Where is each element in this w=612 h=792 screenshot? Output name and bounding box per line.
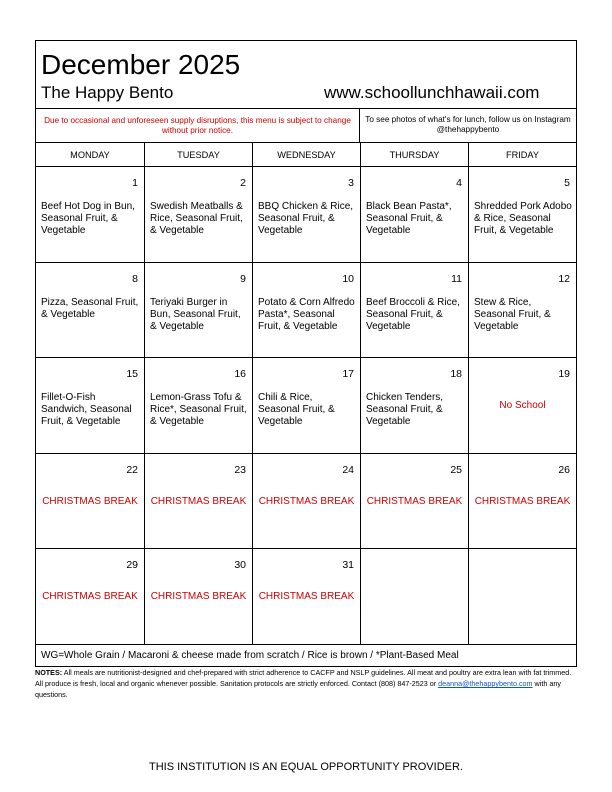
day-cell-friday [469,549,576,644]
weekday-header-row [36,142,576,167]
day-cell-monday [36,263,145,358]
day-cell-wednesday [253,549,361,644]
day-cell-tuesday [145,263,253,358]
date-number: 30 [234,559,246,572]
supply-disruption-notice: Due to occasional and unforeseen supply disruptions, this menu is subject to change without prior notice. [36,109,360,143]
date-number: 17 [342,368,354,381]
no-school-notice: No School [499,400,546,412]
date-number: 31 [342,559,354,572]
date-number: 29 [126,559,138,572]
day-cell-wednesday [253,454,361,549]
menu-calendar [35,40,577,667]
equal-opportunity-statement: THIS INSTITUTION IS AN EQUAL OPPORTUNITY PROVIDER. [149,761,463,773]
notes-label: NOTES: [35,668,63,677]
calendar-week-row [36,357,576,453]
no-school-notice: CHRISTMAS BREAK [150,495,247,507]
calendar-week-row [36,262,576,358]
meal-description: Teriyaki Burger in Bun, Seasonal Fruit, & Vegetable [150,296,241,332]
day-header-thursday: THURSDAY [361,143,469,167]
date-number: 12 [558,272,570,285]
date-number: 11 [451,272,462,285]
day-cell-thursday [361,549,469,644]
meal-description: Stew & Rice, Seasonal Fruit, & Vegetable [474,296,551,332]
date-number: 26 [558,463,570,476]
no-school-notice: CHRISTMAS BREAK [258,591,355,603]
date-number: 15 [126,368,138,381]
date-number: 18 [450,368,462,381]
day-cell-tuesday [145,454,253,549]
date-number: 25 [450,463,462,476]
day-cell-thursday [361,263,469,358]
calendar-week-row [36,453,576,549]
date-number: 1 [132,177,138,189]
day-cell-monday [36,167,145,262]
day-cell-wednesday [253,263,361,358]
calendar-header [36,41,576,109]
meal-description: Swedish Meatballs & Rice, Seasonal Fruit, & Vegetable [150,201,243,236]
website-text: www.schoollunchhawaii.com [324,83,540,102]
day-cell-monday [36,454,145,549]
no-school-notice: CHRISTMAS BREAK [474,495,571,507]
day-cell-friday [469,167,576,262]
date-number: 8 [132,272,138,285]
day-header-monday: MONDAY [36,143,145,167]
notice-row [36,108,576,143]
day-cell-thursday [361,454,469,549]
day-cell-wednesday [253,358,361,453]
no-school-notice: CHRISTMAS BREAK [366,495,463,507]
meal-description: Potato & Corn Alfredo Pasta*, Seasonal Fruit, & Vegetable [258,296,355,332]
date-number: 16 [234,368,246,381]
day-cell-tuesday [145,167,253,262]
meal-description: Pizza, Seasonal Fruit, & Vegetable [41,296,139,320]
day-header-tuesday: TUESDAY [145,143,253,167]
day-cell-wednesday [253,167,361,262]
meal-description: Chicken Tenders, Seasonal Fruit, & Vegetable [366,392,444,428]
date-number: 3 [348,177,354,189]
day-header-wednesday: WEDNESDAY [253,143,361,167]
calendar-week-row [36,166,576,262]
date-number: 19 [558,368,570,381]
notes-tail: with any questions. [35,679,561,699]
day-cell-tuesday [145,358,253,453]
date-number: 22 [126,463,138,476]
contact-email-link[interactable]: deanna@thehappybento.com [438,679,533,688]
date-number: 4 [456,177,462,189]
day-cell-thursday [361,358,469,453]
date-number: 24 [342,463,354,476]
day-cell-tuesday [145,549,253,644]
meal-description: Beef Hot Dog in Bun, Seasonal Fruit, & Vegetable [41,201,135,236]
meal-description: Chili & Rice, Seasonal Fruit, & Vegetable [258,392,335,428]
no-school-notice: CHRISTMAS BREAK [42,495,138,507]
meal-description: Lemon-Grass Tofu & Rice*, Seasonal Fruit, & Vegetable [150,392,247,428]
meal-description: Beef Broccoli & Rice, Seasonal Fruit, & Vegetable [366,296,460,332]
day-cell-monday [36,549,145,644]
date-number: 9 [240,272,246,285]
date-number: 10 [342,272,354,285]
day-cell-friday [469,454,576,549]
day-cell-friday [469,358,576,453]
notes-text: All meals are nutritionist-designed and chef-prepared with strict adherence to CACFP and NSLP guidelines. All meat and poultry are extra lean with fat trimmed. All produce is fresh, local and organic whenever possible. Sanitation protocols are strictly enforced. Contact (808) 847-2523 or [35,668,572,688]
school-name: The Happy Bento [41,83,174,102]
notes-section [35,667,577,700]
day-cell-friday [469,263,576,358]
no-school-notice: CHRISTMAS BREAK [42,591,138,603]
date-number: 23 [234,463,246,476]
day-cell-thursday [361,167,469,262]
day-header-friday: FRIDAY [505,150,539,160]
day-cell-monday [36,358,145,453]
month-title: December 2025 [41,49,241,80]
meal-description: Shredded Pork Adobo & Rice, Seasonal Fruit, & Vegetable [474,201,572,236]
no-school-notice: CHRISTMAS BREAK [150,591,247,603]
meal-description: Fillet-O-Fish Sandwich, Seasonal Fruit, & Vegetable [41,392,132,428]
calendar-week-row [36,548,576,644]
date-number: 5 [564,177,570,189]
legend: WG=Whole Grain / Macaroni & cheese made from scratch / Rice is brown / *Plant-Based Meal [36,644,576,666]
date-number: 2 [240,177,246,189]
meal-description: BBQ Chicken & Rice, Seasonal Fruit, & Vegetable [258,201,354,236]
instagram-notice: To see photos of what's for lunch, follow us on Instagram @thehappybento [365,115,571,134]
meal-description: Black Bean Pasta*, Seasonal Fruit, & Vegetable [366,201,452,236]
no-school-notice: CHRISTMAS BREAK [258,495,355,507]
